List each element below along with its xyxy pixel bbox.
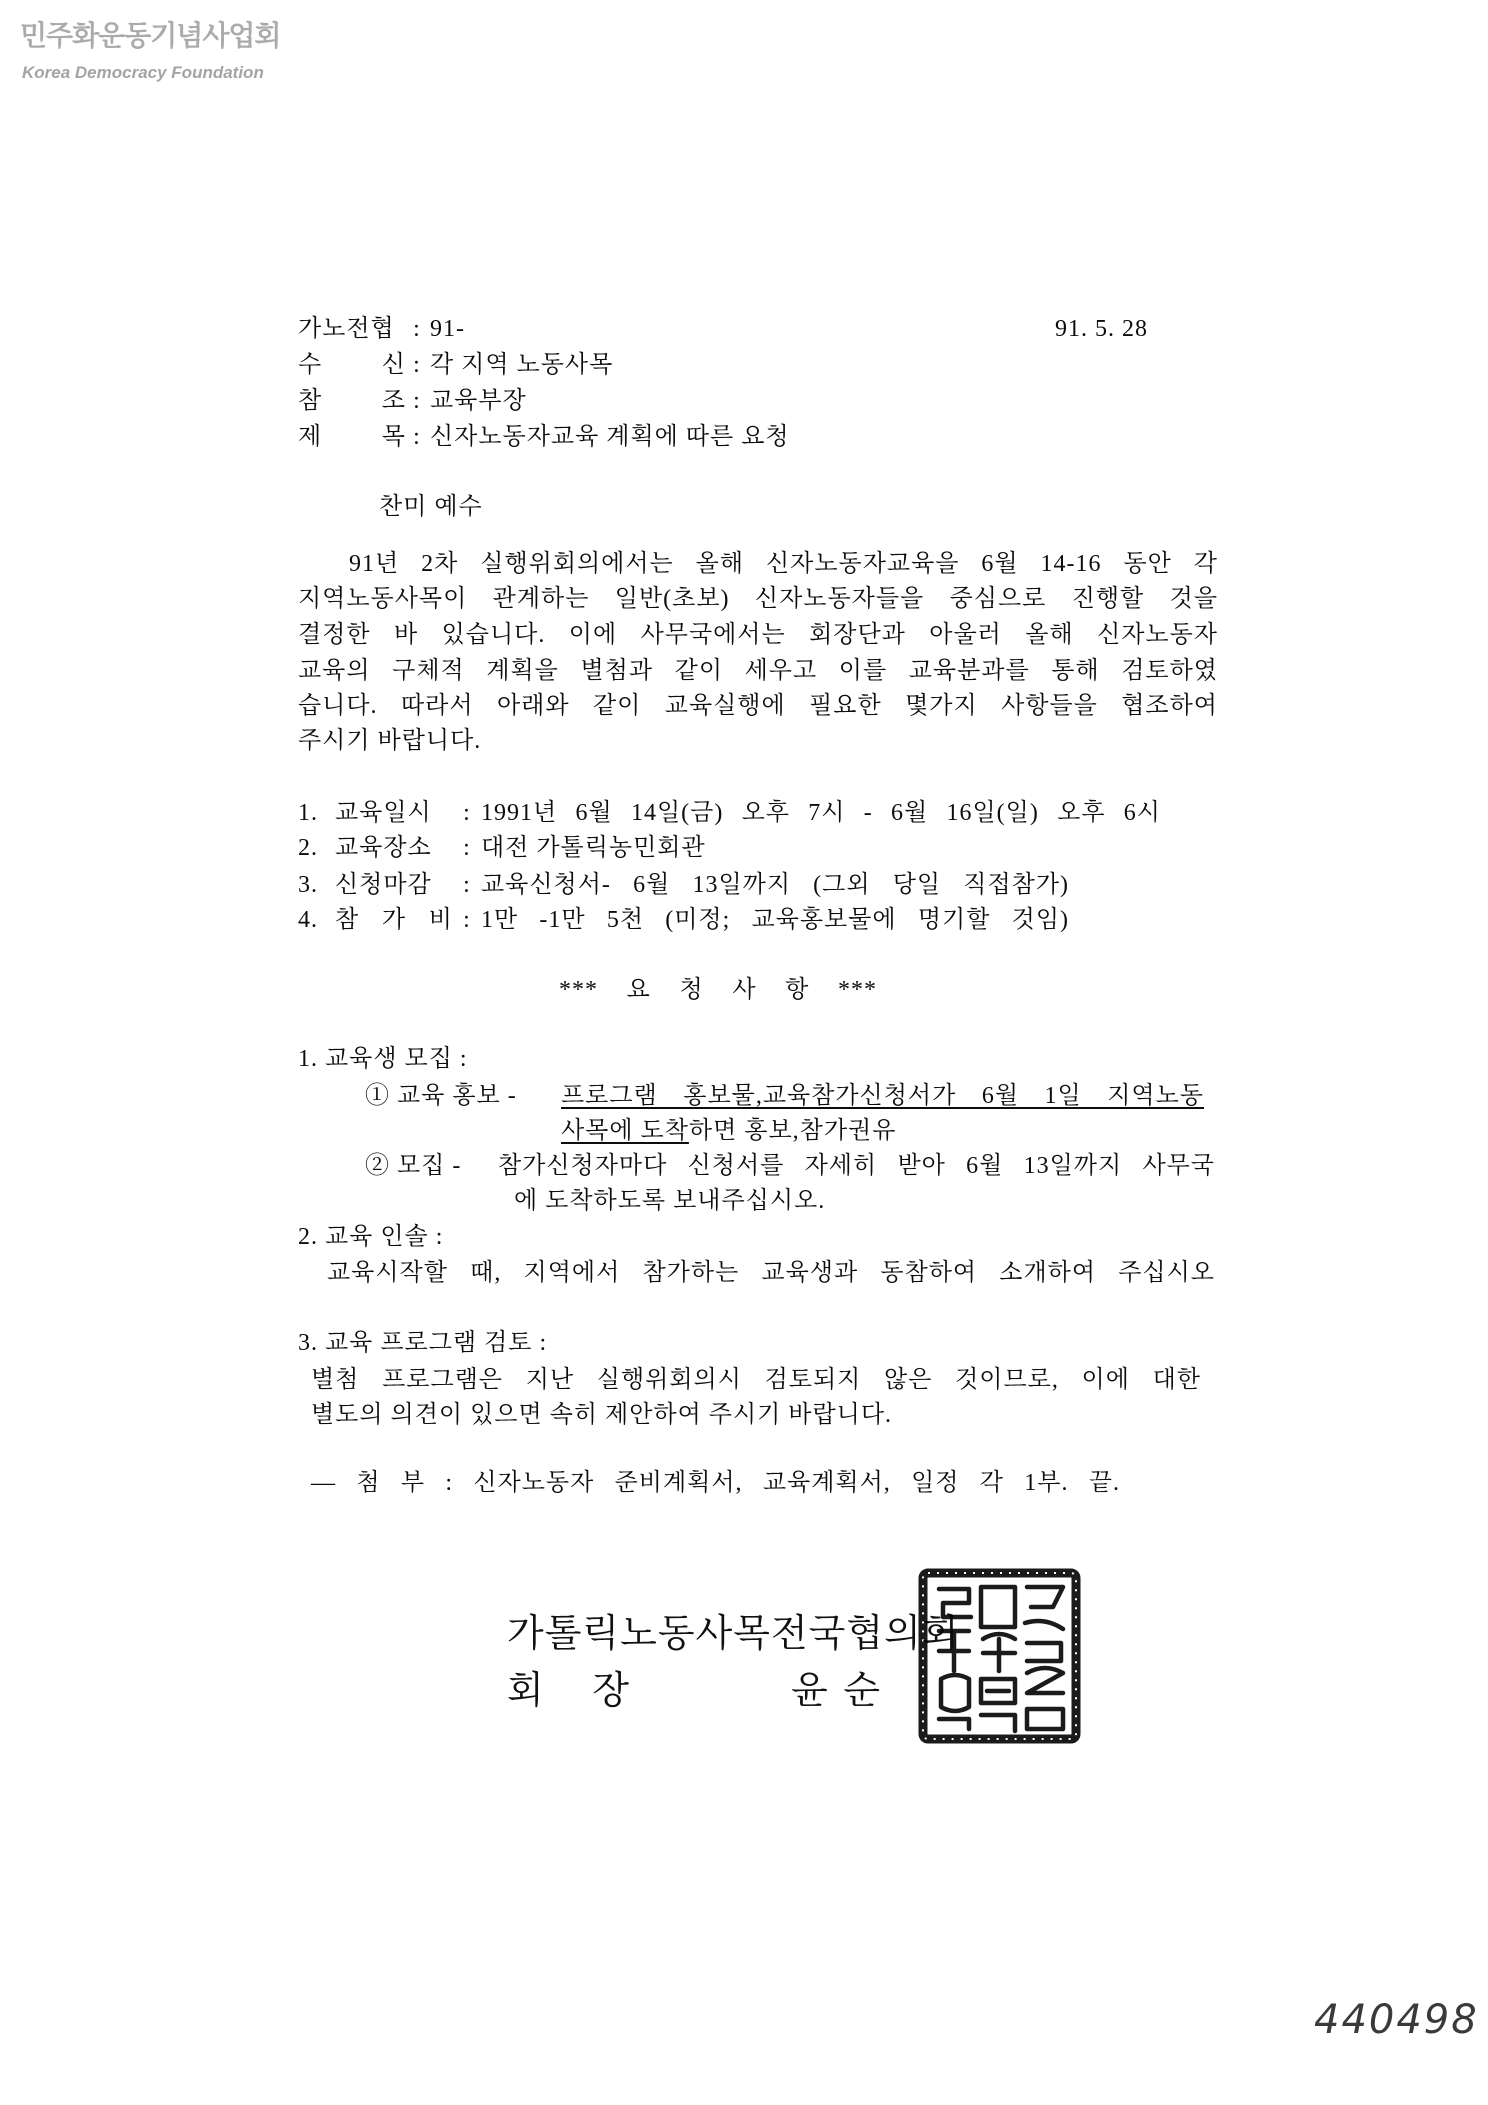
schedule-item-deadline xyxy=(298,869,1069,901)
promotion-continuation xyxy=(561,1115,896,1147)
promotion-label: ① 교육 홍보 - xyxy=(365,1083,517,1109)
body-line: 습니다. 따라서 아래와 같이 교육실행에 필요한 몇가지 사항들을 협조하여 xyxy=(298,693,1218,719)
body-line: 주시기 바랍니다. xyxy=(298,728,482,754)
separator: : xyxy=(413,352,421,378)
schedule-number: 2. xyxy=(298,835,318,861)
body-line: 91년 2차 실행위회의에서는 올해 신자노동자교육을 6월 14-16 동안 각 xyxy=(349,551,1218,577)
separator: : xyxy=(463,800,471,826)
reference-row xyxy=(298,385,527,417)
archive-number: 440498 xyxy=(1314,1997,1479,2043)
body-line: 지역노동사목이 관계하는 일반(초보) 신자노동자들을 중심으로 진행할 것을 xyxy=(298,586,1218,612)
recipient-value: 각 지역 노동사목 xyxy=(430,352,614,378)
separator: : xyxy=(463,872,471,898)
subject-label: 제 목 xyxy=(298,424,406,450)
document-date: 91. 5. 28 xyxy=(1055,316,1148,342)
separator: : xyxy=(413,316,421,342)
seal-script-strokes xyxy=(939,1587,1063,1731)
document-number-label: 가노전협 xyxy=(298,316,395,342)
schedule-number: 3. xyxy=(298,872,318,898)
promotion-continuation-rest: 하면 홍보,참가권유 xyxy=(688,1118,897,1144)
recruit-continuation: 에 도착하도록 보내주십시오. xyxy=(514,1188,826,1214)
signature-name: 윤 순 xyxy=(791,1670,881,1712)
separator: : xyxy=(413,424,421,450)
schedule-value: 1만 -1만 5천 (미정; 교육홍보물에 명기할 것임) xyxy=(481,907,1069,933)
body-line: 결정한 바 있습니다. 이에 사무국에서는 회장단과 아울러 올해 신자노동자 xyxy=(298,622,1218,648)
recruit-label: ② 모집 - xyxy=(365,1153,462,1179)
document-number-row xyxy=(298,313,465,345)
watermark-english: Korea Democracy Foundation xyxy=(22,63,264,82)
schedule-label: 신청마감 xyxy=(335,872,432,898)
schedule-label: 교육장소 xyxy=(335,835,432,861)
separator: : xyxy=(463,907,471,933)
signature-title: 회 장 xyxy=(507,1670,630,1712)
separator: : xyxy=(463,835,471,861)
schedule-number: 4. xyxy=(298,907,318,933)
reference-label: 참 조 xyxy=(298,388,406,414)
schedule-item-fee xyxy=(298,904,1069,936)
request-recruitment-heading: 1. 교육생 모집 : xyxy=(298,1046,468,1072)
schedule-value: 대전 가톨릭농민회관 xyxy=(481,835,706,861)
schedule-number: 1. xyxy=(298,800,318,826)
greeting: 찬미 예수 xyxy=(379,494,483,520)
request-escort-heading: 2. 교육 인솔 : xyxy=(298,1224,444,1250)
promotion-continuation-underlined: 사목에 도착 xyxy=(561,1118,689,1144)
request-review-heading: 3. 교육 프로그램 검토 : xyxy=(298,1330,548,1356)
requests-title: *** 요 청 사 항 *** xyxy=(559,977,877,1003)
request-escort-text: 교육시작할 때, 지역에서 참가하는 교육생과 동참하여 소개하여 주십시오 xyxy=(327,1260,1215,1286)
recipient-row xyxy=(298,349,613,381)
attachment-note: — 첨 부 : 신자노동자 준비계획서, 교육계획서, 일정 각 1부. 끝. xyxy=(311,1470,1120,1496)
document-number-value: 91- xyxy=(430,316,465,342)
schedule-value: 교육신청서- 6월 13일까지 (그외 당일 직접참가) xyxy=(481,872,1069,898)
schedule-item-date xyxy=(298,797,1161,829)
subject-value: 신자노동자교육 계획에 따른 요청 xyxy=(430,424,790,450)
watermark-korean: 민주화운동기념사업회 xyxy=(20,19,281,52)
official-seal xyxy=(917,1567,1082,1745)
recruit-text: 참가신청자마다 신청서를 자세히 받아 6월 13일까지 사무국 xyxy=(498,1153,1215,1179)
schedule-label: 참 가 비 xyxy=(335,907,453,933)
recipient-label: 수 신 xyxy=(298,352,406,378)
signature-organization: 가톨릭노동사목전국협의회 xyxy=(507,1613,960,1655)
separator: : xyxy=(413,388,421,414)
promotion-text: 프로그램 홍보물,교육참가신청서가 6월 1일 지역노동 xyxy=(561,1083,1204,1109)
schedule-value: 1991년 6월 14일(금) 오후 7시 - 6월 16일(일) 오후 6시 xyxy=(481,800,1161,826)
reference-value: 교육부장 xyxy=(430,388,527,414)
schedule-label: 교육일시 xyxy=(335,800,432,826)
body-line: 교육의 구체적 계획을 별첨과 같이 세우고 이를 교육분과를 통해 검토하였 xyxy=(298,658,1218,684)
request-review-line: 별도의 의견이 있으면 속히 제안하여 주시기 바랍니다. xyxy=(311,1402,893,1428)
schedule-item-venue xyxy=(298,832,706,864)
subject-row xyxy=(298,421,790,453)
request-review-line: 별첨 프로그램은 지난 실행위회의시 검토되지 않은 것이므로, 이에 대한 xyxy=(311,1367,1201,1393)
